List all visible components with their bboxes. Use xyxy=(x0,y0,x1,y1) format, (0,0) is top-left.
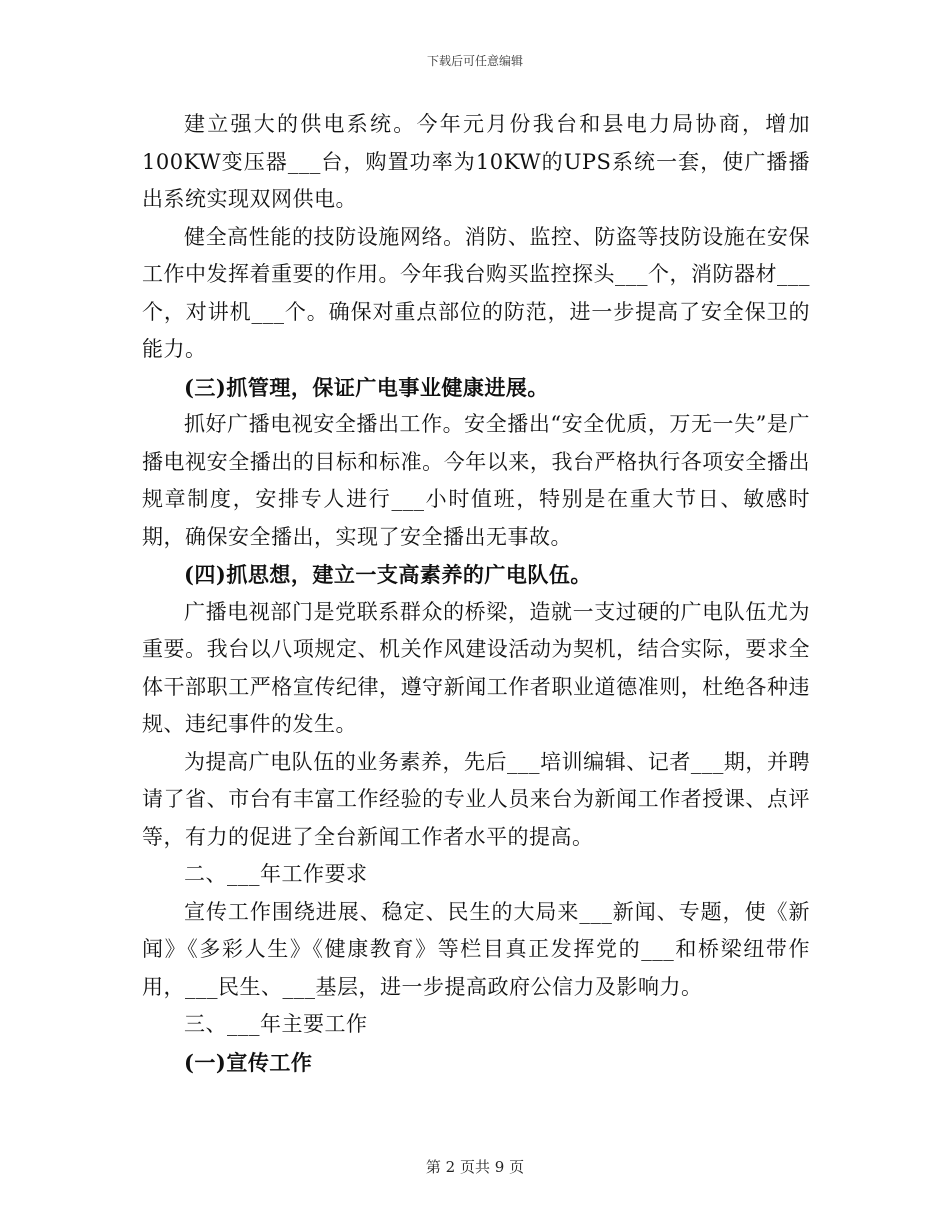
section-heading-main-work: 三、___年主要工作 xyxy=(184,1012,368,1036)
paragraph-propaganda: 宣传工作围绕进展、稳定、民生的大局来___新闻、专题，使《新闻》《多彩人生》《健康教育》等栏目真正发挥党的___和桥梁纽带作用，___民生、___基层，进一步提高政府公信力及影响力。 xyxy=(142,899,810,999)
paragraph-power-supply: 建立强大的供电系统。今年元月份我台和县电力局协商，增加100KW变压器___台，购置功率为10KW的UPS系统一套，使广播播出系统实现双网供电。 xyxy=(142,112,810,211)
section-heading-propaganda-work: (一)宣传工作 xyxy=(184,1049,313,1075)
paragraph-team-building: 广播电视部门是党联系群众的桥梁，造就一支过硬的广电队伍尤为重要。我台以八项规定、机关作风建设活动为契机，结合实际，要求全体干部职工严格宣传纪律，遵守新闻工作者职业道德准则，杜绝各种违规、违纪事件的发生。 xyxy=(142,599,810,736)
section-heading-ideology: (四)抓思想，建立一支高素养的广电队伍。 xyxy=(184,562,592,587)
paragraph-security-facilities: 健全高性能的技防设施网络。消防、监控、防盗等技防设施在安保工作中发挥着重要的作用。今年我台购买监控探头___个，消防器材___个，对讲机___个。确保对重点部位的防范，进一步提高了安全保卫的能力。 xyxy=(142,224,810,361)
paragraph-training: 为提高广电队伍的业务素养，先后___培训编辑、记者___期，并聘请了省、市台有丰富工作经验的专业人员来台为新闻工作者授课、点评等，有力的促进了全台新闻工作者水平的提高。 xyxy=(142,749,810,849)
document-body xyxy=(142,106,810,1081)
paragraph-safe-broadcast: 抓好广播电视安全播出工作。安全播出“安全优质，万无一失”是广播电视安全播出的目标和标准。今年以来，我台严格执行各项安全播出规章制度，安排专人进行___小时值班，特别是在重大节日、敏感时期，确保安全播出，实现了安全播出无事故。 xyxy=(142,412,810,549)
page-header: 下载后可任意编辑 xyxy=(426,54,523,68)
section-heading-management: (三)抓管理，保证广电事业健康进展。 xyxy=(184,374,549,400)
page-number: 第 2 页共 9 页 xyxy=(425,1158,525,1176)
section-heading-work-requirements: 二、___年工作要求 xyxy=(184,862,368,886)
